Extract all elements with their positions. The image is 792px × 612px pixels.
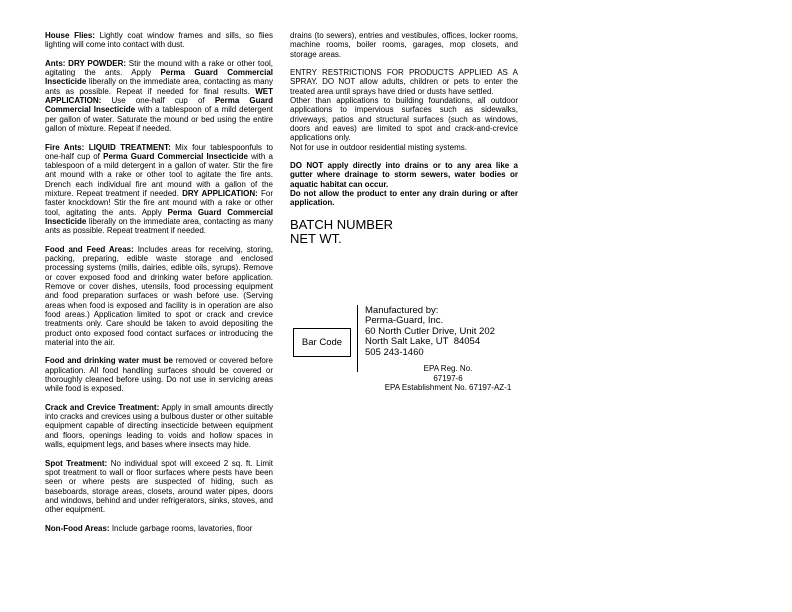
- barcode-label: Bar Code: [301, 337, 343, 348]
- manufacturer-line: North Salt Lake, UT 84054: [365, 336, 481, 348]
- paragraph-text-run: with a tablespoon of a mild detergent in a gallon of water. Stir the fire ant mound with a rake or other tool to agitate the fire ants. Drench each individual fire ant mound with a gallon of the mixture. Repeat treatment if needed.: [45, 151, 273, 199]
- paragraph-text-run: ENTRY RESTRICTIONS FOR PRODUCTS APPLIED AS A SPRAY. DO NOT allow adults, children or pets to enter the treated area until sprays have dried or dusts have settled.: [290, 68, 518, 96]
- paragraph-text-run: Mix four tablespoonfuls to one-half cup of: [45, 142, 273, 161]
- paragraph-text-run: drains (to sewers), entries and vestibules, offices, locker rooms, machine rooms, boiler rooms, garages, mop closets, and storage areas.: [290, 31, 518, 59]
- paragraph: [45, 31, 273, 50]
- epa-block: [338, 364, 558, 393]
- batch-number-label: BATCH NUMBER: [290, 216, 394, 232]
- paragraph-bold-run: DO NOT apply directly into drains or to any area like a gutter where drainage to storm sewers, water bodies or aquatic habitat can occur.: [290, 161, 518, 189]
- paragraph-bold-run: Perma Guard Commercial Insecticide: [45, 68, 273, 87]
- paragraph: [290, 68, 518, 96]
- paragraph-bold-run: Ants: DRY POWDER:: [45, 58, 127, 68]
- epa-reg-label: EPA Reg. No.: [423, 364, 473, 373]
- paragraph-bold-run: House Flies:: [45, 31, 95, 40]
- right-column-paragraphs: [290, 31, 518, 208]
- paragraph-text-run: Use one-half cup of: [101, 96, 215, 106]
- paragraph-text-run: removed or covered before application. All food handling surfaces should be covered or thoroughly cleaned before using. Do not use in servicing areas while food is exposed.: [45, 356, 273, 394]
- manufacturer-line: Perma-Guard, Inc.: [365, 315, 444, 327]
- paragraph-bold-run: WET APPLICATION:: [45, 86, 273, 106]
- paragraph: [290, 161, 518, 189]
- paragraph-text-run: Apply in small amounts directly into cracks and crevices using a bulbous duster or other suitable equipment capable of directing insecticide between equipment and floors, openings leading to voids and hollow spaces in walls, equipment legs, and bases where insects may hide.: [45, 402, 273, 450]
- paragraph-bold-run: Fire Ants: LIQUID TREATMENT:: [45, 142, 171, 152]
- paragraph: [45, 459, 273, 515]
- manufacturer-line: 505 243-1460: [365, 346, 424, 358]
- paragraph-bold-run: Perma Guard Commercial Insecticide: [45, 96, 273, 115]
- epa-establishment-number: EPA Establishment No. 67197-AZ-1: [384, 383, 512, 393]
- paragraph-text-run: with a tablespoon of a mild detergent per gallon of water. Saturate the mound or bed using the entire gallon of mixture. Repeat if needed.: [45, 105, 273, 133]
- paragraph: [290, 31, 518, 59]
- left-column: [45, 31, 273, 533]
- paragraph-text-run: liberally on the immediate area, contacting as many ants as possible. Repeat if needed for final results.: [45, 77, 273, 96]
- net-wt-label: NET WT.: [290, 230, 342, 246]
- paragraph: [45, 143, 273, 236]
- paragraph-text-run: Include garbage rooms, lavatories, floor: [109, 523, 253, 533]
- paragraph: [45, 59, 273, 133]
- paragraph-bold-run: Perma Guard Commercial Insecticide: [103, 151, 248, 161]
- paragraph-text-run: Other than applications to building foundations, all outdoor applications to impervious surfaces such as sidewalks, driveways, patios and structural surfaces (such as windows, doors and eaves) are limited to spot and crack-and-crevice applications only.: [290, 96, 518, 143]
- manufacturer-block: [365, 306, 495, 358]
- paragraph-bold-run: Perma Guard Commercial Insecticide: [45, 207, 273, 226]
- paragraph-text-run: Includes areas for receiving, storing, packing, preparing, edible waste storage and enclosed processing systems (mills, dairies, edible oils, syrups). Remove or cover exposed food and drinking water before application. Remove or cover dishes, utensils, food processing equipment and food preparation surfaces or wash before use. (Serving areas when food is exposed and facility is in operation are also food areas.) Application limited to spot or crack and crevice treatments only. Care should be taken to avoid depositing the product onto exposed food contact surfaces or introducing the material into the air.: [45, 244, 273, 347]
- paragraph: [290, 143, 518, 152]
- paragraph-text-run: Lightly coat window frames and sills, so flies lighting will come into contact with dust.: [45, 31, 273, 50]
- epa-reg-number: 67197-6: [433, 373, 463, 383]
- paragraph: [290, 189, 518, 208]
- paragraph: [45, 356, 273, 393]
- paragraph-bold-run: Food and Feed Areas:: [45, 244, 134, 254]
- barcode-placeholder-box: [293, 328, 351, 357]
- vertical-divider-line: [357, 305, 358, 372]
- paragraph-text-run: No individual spot will exceed 2 sq. ft. Limit spot treatment to wall or floor surfaces where pests have been seen or where pests are suspected of hiding, such as baseboards, storage areas, closets, around water pipes, doors and windows, behind and under refrigerators, sinks, stoves, and other equipment.: [45, 458, 273, 515]
- right-column: [290, 31, 518, 246]
- paragraph: [45, 245, 273, 347]
- paragraph-text-run: Stir the mound with a rake or other tool, agitating the ants. Apply: [45, 58, 274, 78]
- paragraph-text-run: Not for use in outdoor residential misting systems.: [290, 142, 467, 152]
- paragraph: [290, 96, 518, 142]
- paragraph-bold-run: Crack and Crevice Treatment:: [45, 402, 160, 412]
- paragraph-text-run: For faster knockdown! Stir the fire ant mound with a rake or other tool, agitating the ants. Apply: [45, 189, 273, 217]
- paragraph-bold-run: Do not allow the product to enter any drain during or after application.: [290, 189, 518, 208]
- paragraph-text-run: liberally on the immediate area, contacting as many ants as possible. Repeat treatment if needed.: [45, 216, 273, 236]
- paragraph-bold-run: Spot Treatment:: [45, 458, 108, 468]
- paragraph: [45, 524, 273, 533]
- manufacturer-line: 60 North Cutler Drive, Unit 202: [365, 325, 495, 337]
- manufacturer-line: Manufactured by:: [365, 305, 439, 316]
- paragraph-bold-run: Food and drinking water must be: [45, 356, 173, 366]
- paragraph: [45, 403, 273, 449]
- paragraph-bold-run: DRY APPLICATION:: [182, 189, 258, 199]
- paragraph-bold-run: Non-Food Areas:: [45, 523, 110, 533]
